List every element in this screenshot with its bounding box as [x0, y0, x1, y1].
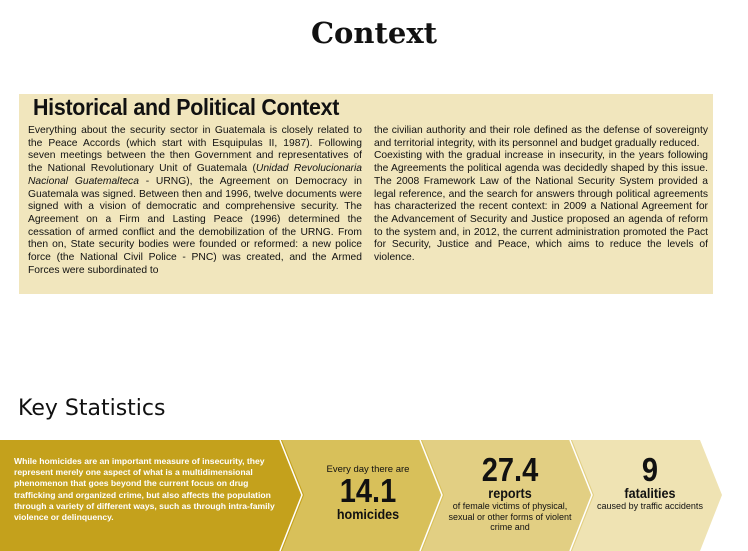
- context-left-column: [28, 125, 362, 277]
- stat-value: 14.1: [339, 472, 397, 509]
- stat-description: of female victims of physical, sexual or other forms of violent crime and: [448, 501, 572, 532]
- context-right-paragraph-1: the civilian authority and their role defined as the defense of sovereignty and territorial integrity, with its personnel and budget gradually reduced.: [374, 125, 708, 149]
- statistics-intro-text: While homicides are an important measure of insecurity, they represent merely one aspect of what is a multidimensional phenomenon that goes beyond the current focus on drug trafficking and organized crime, but also affects the population through a variety of different ways, such as through intra-family violence or delinquency.: [14, 456, 275, 523]
- stat-value: 9: [641, 451, 659, 488]
- stat-homicides: [308, 464, 428, 522]
- historical-context-box: [19, 94, 713, 294]
- context-right-column: [374, 125, 708, 265]
- stat-lead: Every day there are: [326, 464, 410, 475]
- context-right-paragraph-2: Coexisting with the gradual increase in insecurity, in the years following the Agreements the political agenda was decidedly shaped by this issue. The 2008 Framework Law of the National Security System provided a legal reference, and the search for answers through political agreements has characterized the recent context: in 2009 a National Agreement for the Advancement of Security and Justice proposed an agenda of reform to the system and, in 2012, the current administration promoted the Pact for Security, Justice and Peace, which aims to reduce the levels of violence.: [374, 150, 708, 264]
- stat-unit: fatalities: [624, 485, 676, 501]
- key-statistics-title: Key Statistics: [18, 396, 166, 421]
- urng-spanish-name: Unidad Revolucionaria Nacional Guatemalteca: [28, 163, 362, 187]
- context-heading: Historical and Political Context: [33, 94, 340, 120]
- page-title: Context: [310, 16, 438, 50]
- stat-description: caused by traffic accidents: [597, 501, 703, 511]
- stat-reports: [440, 451, 580, 533]
- stat-value: 27.4: [481, 451, 539, 488]
- stat-unit: reports: [488, 485, 532, 501]
- stat-fatalities: [590, 451, 710, 512]
- context-left-paragraph: Everything about the security sector in Guatemala is closely related to the Peace Accords (which start with Esquipulas II, 1987). Following seven meetings between the then Government and representatives of the National Revolutionary Unit of Guatemala (Unidad Revolucionaria Nacional Guatemalteca - URNG), the Agreement on Democracy in Guatemala was signed. Between then and 1996, twelve documents were signed with a vision of democratic and comprehensive security. The Agreement on a Firm and Lasting Peace (1996) determined the cessation of armed conflict and the demobilization of the URNG. From then on, State security bodies were founded or reformed: a new police force (the National Civil Police - PNC) was created, and the Armed Forces were subordinated to: [28, 125, 362, 276]
- stat-unit: homicides: [336, 506, 400, 522]
